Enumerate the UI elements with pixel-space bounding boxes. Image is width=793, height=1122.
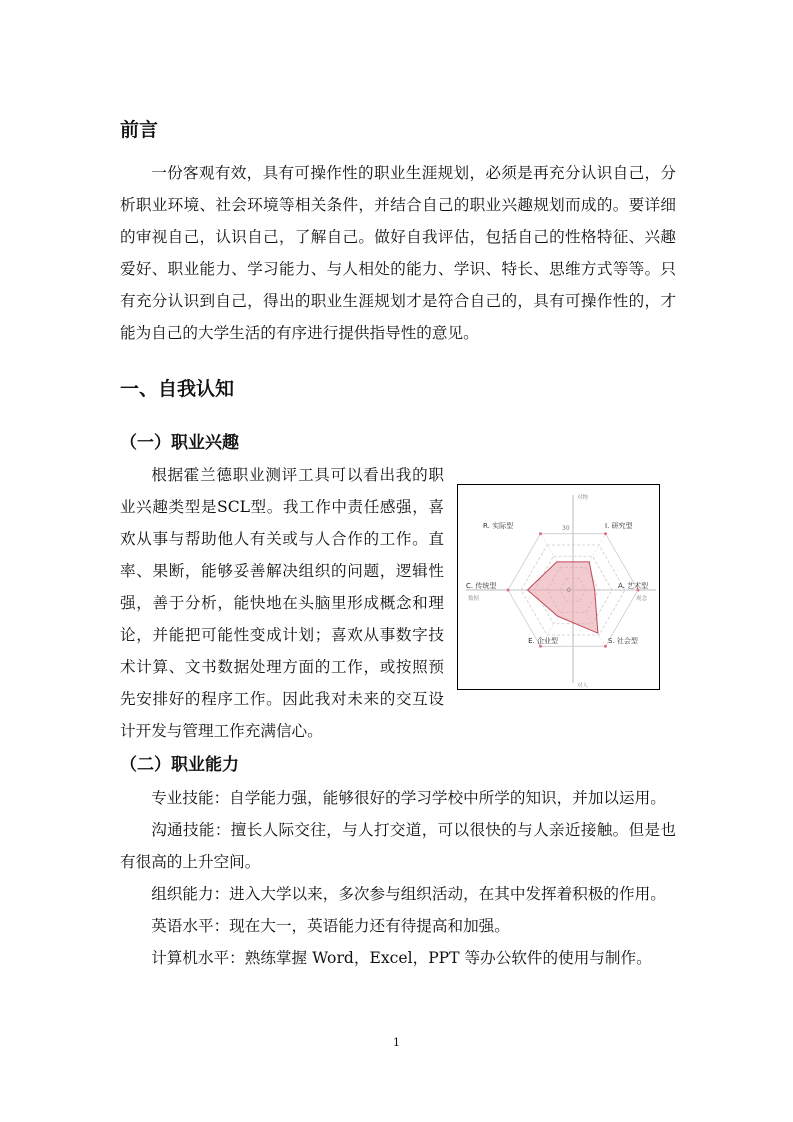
section-heading: 一、自我认知	[120, 378, 235, 400]
data-polygon	[528, 562, 598, 633]
category-label: C. 传统型	[466, 582, 497, 590]
category-label: E. 企业型	[528, 637, 558, 645]
category-label: R. 实际型	[483, 522, 514, 530]
vertex-dot	[604, 532, 607, 535]
page-number: 1	[393, 1036, 400, 1049]
axis-label: 观念	[636, 596, 648, 602]
axis-label: 对人	[577, 683, 589, 689]
vertex-dot	[507, 589, 510, 592]
ability-line: 专业技能：自学能力强，能够很好的学习学校中所学的知识，并加以运用。	[151, 789, 666, 807]
vertex-dot	[539, 645, 542, 648]
min-label: 0	[567, 587, 571, 594]
category-label: S. 社会型	[608, 637, 638, 645]
ability-heading: （二）职业能力	[120, 755, 239, 775]
ability-line: 沟通技能：擅长人际交往，与人打交道，可以很快的与人亲近接触。但是也有很高的上升空间。	[120, 821, 676, 871]
category-label: A. 艺术型	[618, 582, 649, 590]
max-label: 30	[562, 525, 570, 532]
category-label: I. 研究型	[605, 522, 633, 530]
holland-radar-chart	[457, 484, 660, 690]
ability-line: 组织能力：进入大学以来，多次参与组织活动，在其中发挥着积极的作用。	[151, 885, 666, 903]
preface-paragraph: 一份客观有效，具有可操作性的职业生涯规划，必须是再充分认识自己，分析职业环境、社会环境等相关条件，并结合自己的职业兴趣规划而成的。要详细的审视自己，认识自己，了解自己。做好自我评估，包括自己的性格特征、兴趣爱好、职业能力、学习能力、与人相处的能力、学识、特长、思维方式等等。只有充分认识到自己，得出的职业生涯规划才是符合自己的，具有可操作性的，才能为自己的大学生活的有序进行提供指导性的意见。	[120, 164, 676, 342]
vertex-dot	[604, 645, 607, 648]
radar-svg	[458, 485, 659, 689]
interest-heading: （一）职业兴趣	[120, 433, 239, 453]
preface-heading: 前言	[120, 119, 159, 141]
axis-label: 数据	[468, 596, 480, 602]
ability-line: 英语水平：现在大一，英语能力还有待提高和加强。	[151, 917, 510, 935]
interest-paragraph: 根据霍兰德职业测评工具可以看出我的职业兴趣类型是SCL型。我工作中责任感强，喜欢从事与帮助他人有关或与人合作的工作。直率、果断，能够妥善解决组织的问题，逻辑性强，善于分析，能快地在头脑里形成概念和理论，并能把可能性变成计划；喜欢从事数字技术计算、文书数据处理方面的工作，或按照预先安排好的程序工作。因此我对未来的交互设计开发与管理工作充满信心。	[120, 466, 444, 740]
vertex-dot	[539, 532, 542, 535]
ability-line: 计算机水平：熟练掌握 Word，Excel，PPT 等办公软件的使用与制作。	[151, 949, 652, 967]
axis-label: 对物	[577, 495, 589, 501]
